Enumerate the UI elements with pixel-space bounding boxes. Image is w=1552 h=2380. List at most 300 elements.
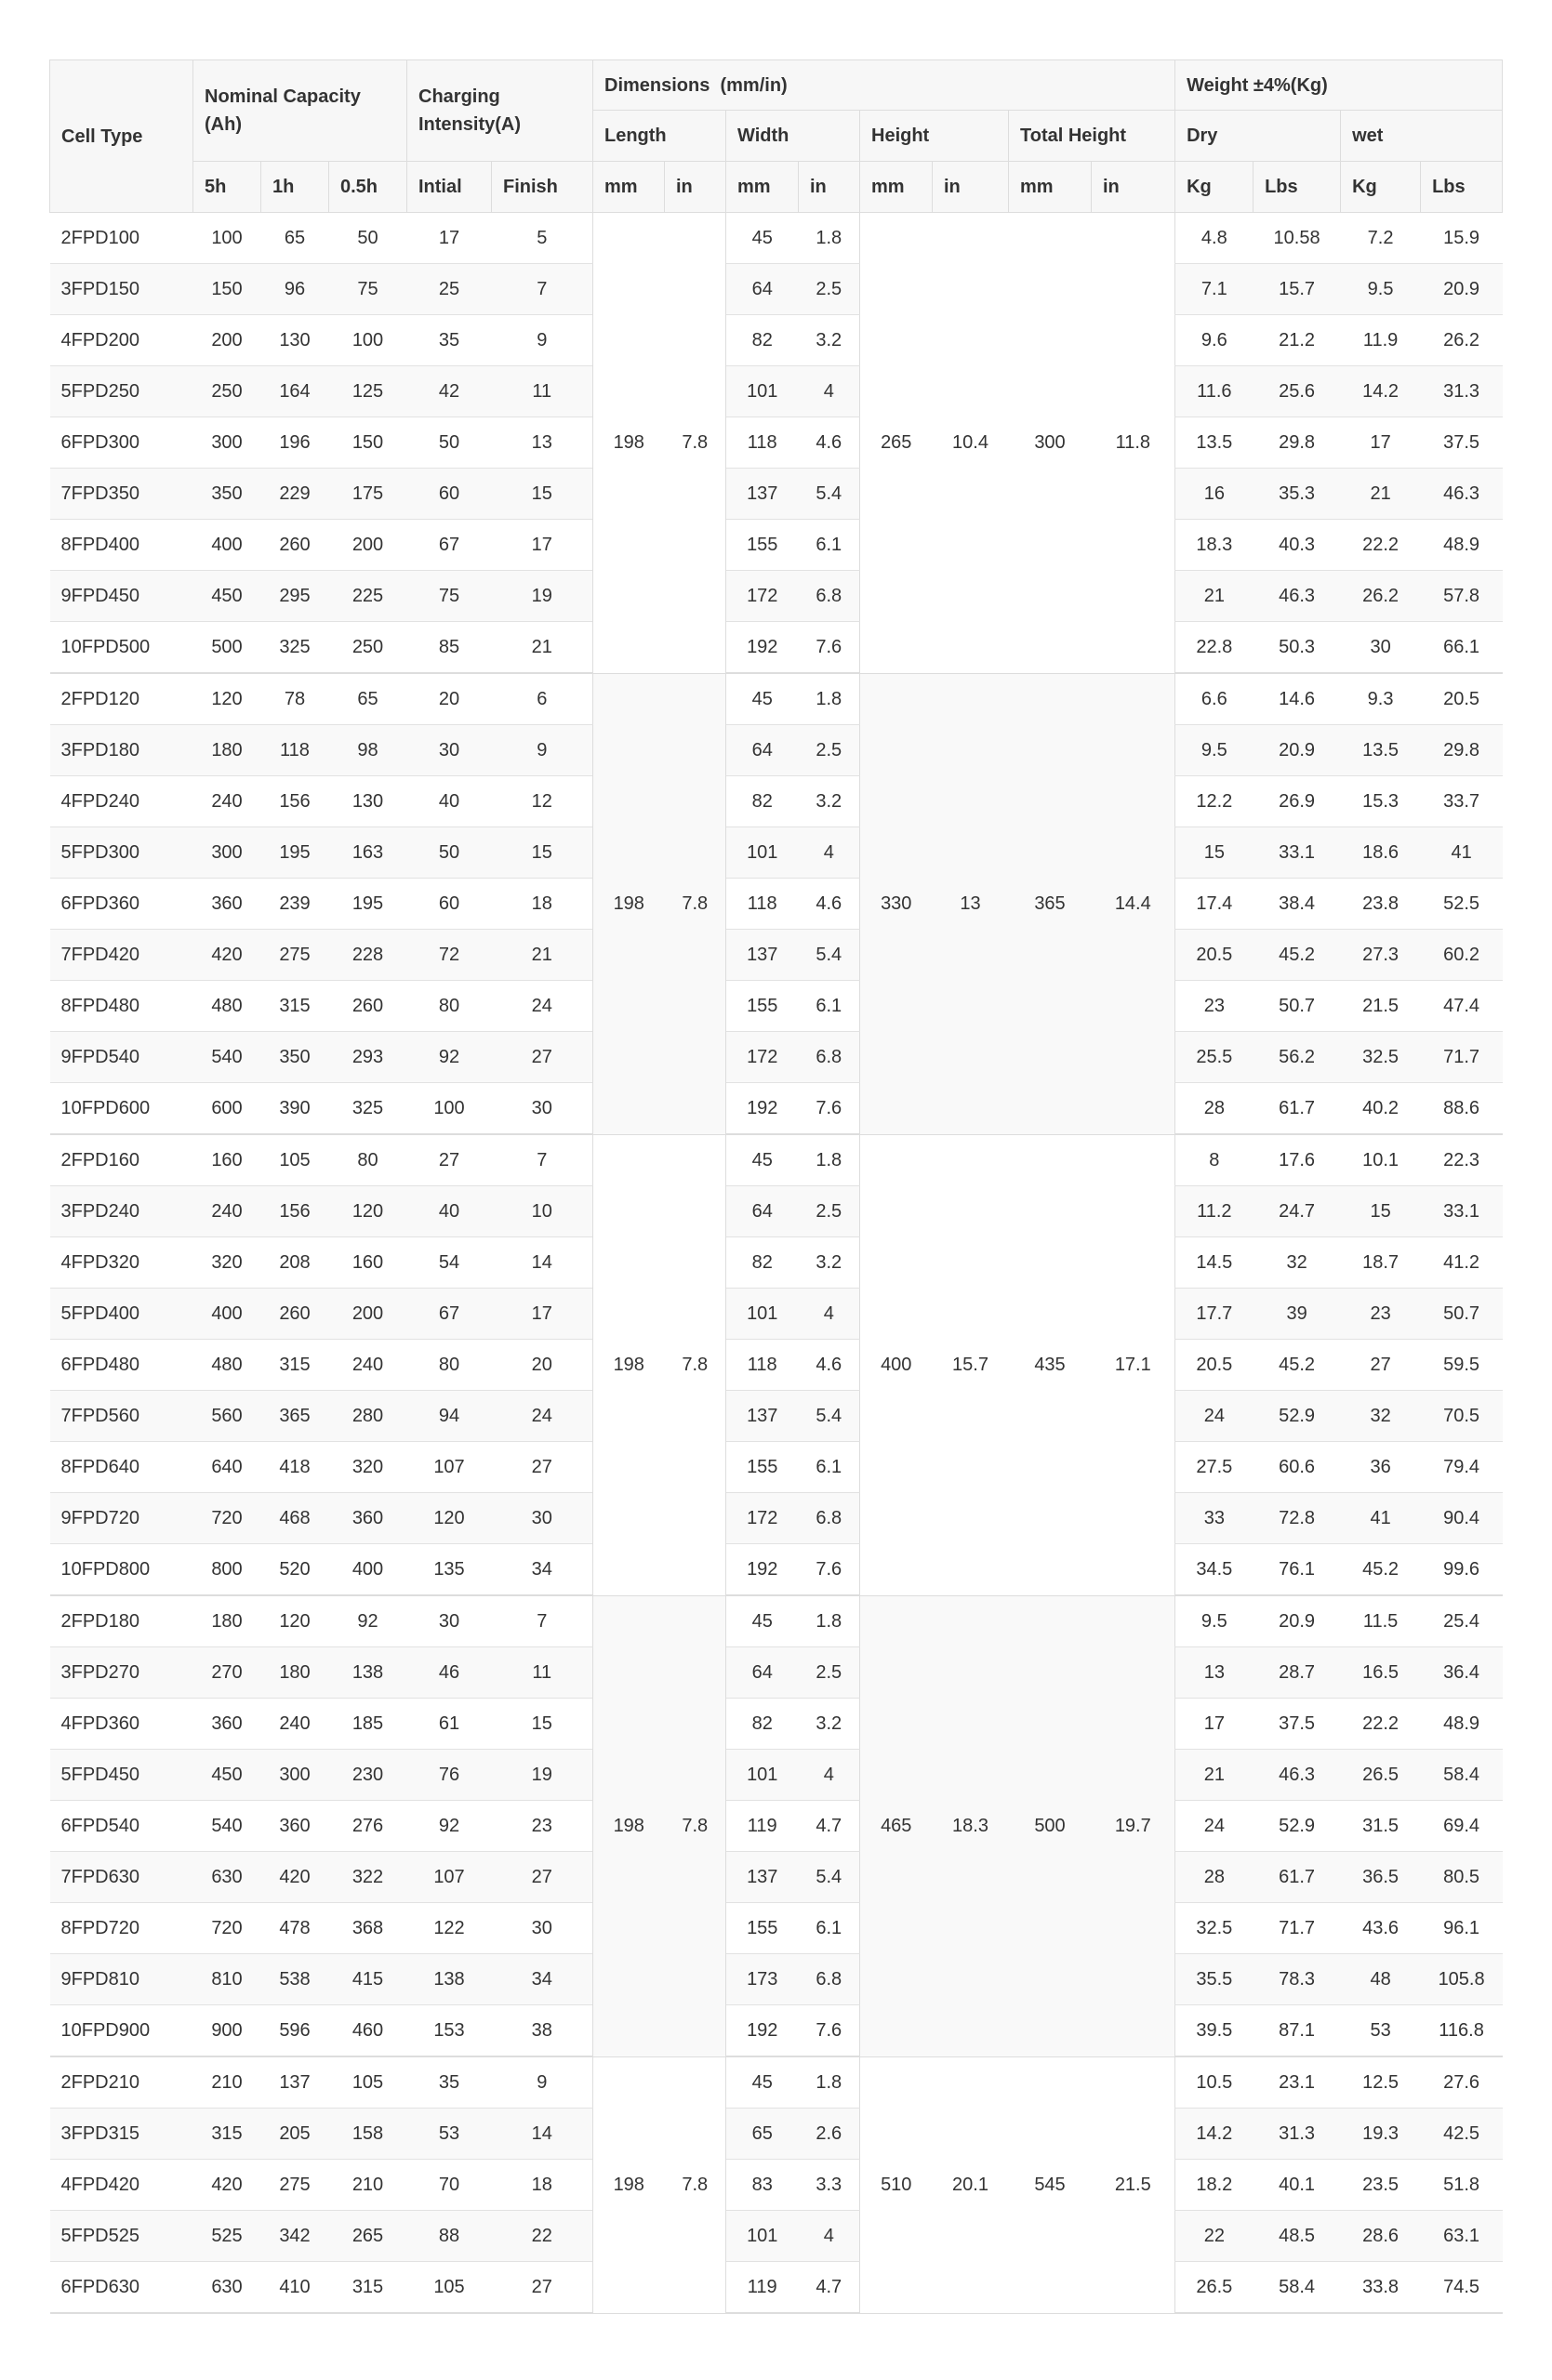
wet-lbs: 69.4 [1421, 1801, 1503, 1852]
table-row [50, 571, 1503, 622]
cap-1h: 120 [261, 1595, 329, 1647]
wet-kg: 16.5 [1341, 1647, 1421, 1699]
charge-finish: 9 [492, 725, 593, 776]
charge-finish: 22 [492, 2211, 593, 2262]
cap-1h: 137 [261, 2056, 329, 2109]
width-mm: 172 [726, 571, 799, 622]
dry-kg: 14.5 [1175, 1237, 1254, 1289]
spec-table-container [49, 60, 1502, 2314]
wet-lbs: 42.5 [1421, 2109, 1503, 2160]
header-cap-5h: 5h [193, 162, 261, 213]
dry-lbs: 20.9 [1254, 725, 1341, 776]
dry-lbs: 40.1 [1254, 2160, 1341, 2211]
total-height-in: 19.7 [1092, 1595, 1175, 2056]
charge-finish: 38 [492, 2005, 593, 2057]
dry-kg: 15 [1175, 827, 1254, 879]
wet-kg: 15.3 [1341, 776, 1421, 827]
height-in: 15.7 [933, 1134, 1009, 1595]
table-row [50, 264, 1503, 315]
charge-finish: 15 [492, 1699, 593, 1750]
width-in: 5.4 [799, 469, 860, 520]
wet-kg: 9.5 [1341, 264, 1421, 315]
cap-5h: 350 [193, 469, 261, 520]
cap-1h: 105 [261, 1134, 329, 1186]
dry-kg: 18.2 [1175, 2160, 1254, 2211]
cap-05h: 322 [329, 1852, 407, 1903]
wet-kg: 7.2 [1341, 213, 1421, 264]
charge-finish: 20 [492, 1340, 593, 1391]
cell-type: 8FPD640 [50, 1442, 193, 1493]
wet-kg: 18.7 [1341, 1237, 1421, 1289]
wet-lbs: 20.9 [1421, 264, 1503, 315]
table-row [50, 1750, 1503, 1801]
width-in: 4.7 [799, 2262, 860, 2314]
width-in: 4 [799, 1750, 860, 1801]
charge-initial: 120 [407, 1493, 492, 1544]
table-row [50, 1699, 1503, 1750]
header-height: Height [860, 111, 1009, 162]
charge-initial: 107 [407, 1442, 492, 1493]
cap-5h: 210 [193, 2056, 261, 2109]
table-row [50, 315, 1503, 366]
cap-05h: 200 [329, 520, 407, 571]
cap-1h: 390 [261, 1083, 329, 1135]
cap-05h: 105 [329, 2056, 407, 2109]
charge-initial: 60 [407, 469, 492, 520]
dry-kg: 21 [1175, 1750, 1254, 1801]
wet-kg: 19.3 [1341, 2109, 1421, 2160]
cap-5h: 240 [193, 1186, 261, 1237]
dry-lbs: 10.58 [1254, 213, 1341, 264]
charge-initial: 72 [407, 930, 492, 981]
table-row [50, 2262, 1503, 2314]
cap-1h: 315 [261, 981, 329, 1032]
wet-kg: 23 [1341, 1289, 1421, 1340]
width-in: 3.2 [799, 1699, 860, 1750]
width-in: 3.2 [799, 776, 860, 827]
cell-type: 5FPD400 [50, 1289, 193, 1340]
charge-initial: 50 [407, 827, 492, 879]
wet-lbs: 58.4 [1421, 1750, 1503, 1801]
charge-finish: 34 [492, 1954, 593, 2005]
cap-05h: 120 [329, 1186, 407, 1237]
cap-5h: 480 [193, 1340, 261, 1391]
dry-kg: 18.3 [1175, 520, 1254, 571]
charge-initial: 27 [407, 1134, 492, 1186]
width-mm: 101 [726, 1750, 799, 1801]
cap-5h: 120 [193, 673, 261, 725]
width-mm: 155 [726, 1903, 799, 1954]
cap-1h: 538 [261, 1954, 329, 2005]
dry-kg: 34.5 [1175, 1544, 1254, 1596]
charge-initial: 105 [407, 2262, 492, 2314]
charge-initial: 61 [407, 1699, 492, 1750]
cap-05h: 75 [329, 264, 407, 315]
table-row [50, 622, 1503, 674]
charge-initial: 122 [407, 1903, 492, 1954]
table-row [50, 2211, 1503, 2262]
dry-lbs: 72.8 [1254, 1493, 1341, 1544]
width-mm: 64 [726, 1647, 799, 1699]
cap-05h: 360 [329, 1493, 407, 1544]
charge-finish: 14 [492, 2109, 593, 2160]
cap-5h: 180 [193, 725, 261, 776]
cap-1h: 156 [261, 776, 329, 827]
header-total-mm: mm [1009, 162, 1092, 213]
battery-spec-table [49, 60, 1503, 2314]
dry-lbs: 37.5 [1254, 1699, 1341, 1750]
width-in: 4 [799, 366, 860, 417]
width-mm: 101 [726, 1289, 799, 1340]
wet-lbs: 33.7 [1421, 776, 1503, 827]
row-group [50, 2056, 1503, 2313]
cap-05h: 138 [329, 1647, 407, 1699]
cell-type: 9FPD810 [50, 1954, 193, 2005]
width-in: 5.4 [799, 1391, 860, 1442]
wet-kg: 48 [1341, 1954, 1421, 2005]
wet-kg: 11.5 [1341, 1595, 1421, 1647]
width-in: 7.6 [799, 1083, 860, 1135]
wet-kg: 36 [1341, 1442, 1421, 1493]
cap-5h: 810 [193, 1954, 261, 2005]
cap-5h: 250 [193, 366, 261, 417]
table-row [50, 1852, 1503, 1903]
cap-5h: 420 [193, 2160, 261, 2211]
dry-lbs: 25.6 [1254, 366, 1341, 417]
width-in: 3.2 [799, 1237, 860, 1289]
charge-finish: 34 [492, 1544, 593, 1596]
cap-05h: 225 [329, 571, 407, 622]
width-in: 6.1 [799, 981, 860, 1032]
total-height-mm: 300 [1009, 213, 1092, 674]
wet-lbs: 36.4 [1421, 1647, 1503, 1699]
cap-5h: 720 [193, 1493, 261, 1544]
header-length: Length [593, 111, 726, 162]
wet-kg: 45.2 [1341, 1544, 1421, 1596]
dry-kg: 9.6 [1175, 315, 1254, 366]
wet-lbs: 79.4 [1421, 1442, 1503, 1493]
charge-initial: 60 [407, 879, 492, 930]
dry-lbs: 56.2 [1254, 1032, 1341, 1083]
header-width-mm: mm [726, 162, 799, 213]
width-mm: 137 [726, 930, 799, 981]
wet-kg: 26.5 [1341, 1750, 1421, 1801]
table-row [50, 1289, 1503, 1340]
width-in: 7.6 [799, 2005, 860, 2057]
row-group [50, 213, 1503, 674]
dry-kg: 8 [1175, 1134, 1254, 1186]
cap-05h: 125 [329, 366, 407, 417]
dry-lbs: 40.3 [1254, 520, 1341, 571]
dry-kg: 26.5 [1175, 2262, 1254, 2314]
width-mm: 118 [726, 417, 799, 469]
wet-kg: 10.1 [1341, 1134, 1421, 1186]
dry-lbs: 58.4 [1254, 2262, 1341, 2314]
charge-finish: 7 [492, 1134, 593, 1186]
cap-5h: 560 [193, 1391, 261, 1442]
dry-lbs: 15.7 [1254, 264, 1341, 315]
charge-initial: 30 [407, 1595, 492, 1647]
cap-05h: 163 [329, 827, 407, 879]
length-in: 7.8 [665, 213, 726, 674]
cap-5h: 100 [193, 213, 261, 264]
cell-type: 8FPD480 [50, 981, 193, 1032]
width-mm: 101 [726, 2211, 799, 2262]
table-row [50, 417, 1503, 469]
dry-lbs: 33.1 [1254, 827, 1341, 879]
cap-05h: 368 [329, 1903, 407, 1954]
cell-type: 5FPD250 [50, 366, 193, 417]
header-wet-lbs: Lbs [1421, 162, 1503, 213]
width-in: 6.8 [799, 571, 860, 622]
wet-lbs: 46.3 [1421, 469, 1503, 520]
wet-kg: 17 [1341, 417, 1421, 469]
dry-lbs: 23.1 [1254, 2056, 1341, 2109]
row-group [50, 1134, 1503, 1595]
cell-type: 10FPD600 [50, 1083, 193, 1135]
dry-lbs: 32 [1254, 1237, 1341, 1289]
cell-type: 5FPD300 [50, 827, 193, 879]
cap-1h: 96 [261, 264, 329, 315]
charge-initial: 42 [407, 366, 492, 417]
charge-initial: 53 [407, 2109, 492, 2160]
table-row [50, 1493, 1503, 1544]
cap-1h: 260 [261, 1289, 329, 1340]
table-row [50, 2160, 1503, 2211]
wet-lbs: 90.4 [1421, 1493, 1503, 1544]
total-height-in: 14.4 [1092, 673, 1175, 1134]
cell-type: 10FPD900 [50, 2005, 193, 2057]
cap-1h: 208 [261, 1237, 329, 1289]
charge-initial: 40 [407, 1186, 492, 1237]
width-mm: 64 [726, 1186, 799, 1237]
table-row [50, 2109, 1503, 2160]
dry-lbs: 60.6 [1254, 1442, 1341, 1493]
dry-kg: 17.7 [1175, 1289, 1254, 1340]
dry-lbs: 31.3 [1254, 2109, 1341, 2160]
wet-kg: 33.8 [1341, 2262, 1421, 2314]
cap-05h: 293 [329, 1032, 407, 1083]
wet-kg: 21.5 [1341, 981, 1421, 1032]
cell-type: 7FPD560 [50, 1391, 193, 1442]
dry-lbs: 61.7 [1254, 1852, 1341, 1903]
dry-kg: 28 [1175, 1083, 1254, 1135]
cap-1h: 365 [261, 1391, 329, 1442]
dry-lbs: 87.1 [1254, 2005, 1341, 2057]
cell-type: 3FPD150 [50, 264, 193, 315]
dry-lbs: 35.3 [1254, 469, 1341, 520]
header-initial: Intial [407, 162, 492, 213]
cap-5h: 300 [193, 417, 261, 469]
wet-kg: 31.5 [1341, 1801, 1421, 1852]
dry-lbs: 14.6 [1254, 673, 1341, 725]
cap-05h: 92 [329, 1595, 407, 1647]
width-in: 1.8 [799, 673, 860, 725]
table-row [50, 2056, 1503, 2109]
width-in: 2.6 [799, 2109, 860, 2160]
charge-finish: 21 [492, 930, 593, 981]
charge-finish: 5 [492, 213, 593, 264]
dry-lbs: 50.3 [1254, 622, 1341, 674]
width-in: 3.2 [799, 315, 860, 366]
wet-lbs: 80.5 [1421, 1852, 1503, 1903]
wet-lbs: 63.1 [1421, 2211, 1503, 2262]
wet-kg: 30 [1341, 622, 1421, 674]
wet-lbs: 48.9 [1421, 1699, 1503, 1750]
cap-05h: 280 [329, 1391, 407, 1442]
table-row [50, 1186, 1503, 1237]
cell-type: 6FPD480 [50, 1340, 193, 1391]
header-dry: Dry [1175, 111, 1341, 162]
cap-1h: 275 [261, 2160, 329, 2211]
cap-1h: 596 [261, 2005, 329, 2057]
table-row [50, 1903, 1503, 1954]
wet-lbs: 51.8 [1421, 2160, 1503, 2211]
dry-lbs: 38.4 [1254, 879, 1341, 930]
cap-1h: 156 [261, 1186, 329, 1237]
cell-type: 9FPD450 [50, 571, 193, 622]
charge-finish: 14 [492, 1237, 593, 1289]
dry-lbs: 52.9 [1254, 1801, 1341, 1852]
charge-finish: 18 [492, 2160, 593, 2211]
wet-lbs: 88.6 [1421, 1083, 1503, 1135]
cap-05h: 185 [329, 1699, 407, 1750]
width-in: 6.8 [799, 1032, 860, 1083]
cell-type: 3FPD240 [50, 1186, 193, 1237]
cap-5h: 600 [193, 1083, 261, 1135]
cap-05h: 265 [329, 2211, 407, 2262]
charge-initial: 35 [407, 2056, 492, 2109]
wet-lbs: 27.6 [1421, 2056, 1503, 2109]
wet-kg: 43.6 [1341, 1903, 1421, 1954]
width-mm: 137 [726, 1391, 799, 1442]
cell-type: 2FPD100 [50, 213, 193, 264]
width-mm: 192 [726, 2005, 799, 2057]
wet-lbs: 22.3 [1421, 1134, 1503, 1186]
wet-lbs: 70.5 [1421, 1391, 1503, 1442]
wet-kg: 27 [1341, 1340, 1421, 1391]
width-in: 1.8 [799, 1595, 860, 1647]
cap-1h: 300 [261, 1750, 329, 1801]
wet-kg: 41 [1341, 1493, 1421, 1544]
wet-lbs: 48.9 [1421, 520, 1503, 571]
header-total-in: in [1092, 162, 1175, 213]
total-height-mm: 435 [1009, 1134, 1092, 1595]
width-mm: 192 [726, 622, 799, 674]
cap-1h: 180 [261, 1647, 329, 1699]
charge-initial: 153 [407, 2005, 492, 2057]
cap-5h: 900 [193, 2005, 261, 2057]
charge-initial: 40 [407, 776, 492, 827]
cap-5h: 480 [193, 981, 261, 1032]
table-row [50, 1032, 1503, 1083]
charge-initial: 107 [407, 1852, 492, 1903]
charge-initial: 35 [407, 315, 492, 366]
charge-initial: 20 [407, 673, 492, 725]
width-mm: 101 [726, 827, 799, 879]
width-mm: 64 [726, 725, 799, 776]
charge-finish: 27 [492, 1442, 593, 1493]
table-header [50, 60, 1503, 213]
wet-lbs: 37.5 [1421, 417, 1503, 469]
wet-kg: 11.9 [1341, 315, 1421, 366]
cap-05h: 175 [329, 469, 407, 520]
wet-kg: 21 [1341, 469, 1421, 520]
width-mm: 155 [726, 1442, 799, 1493]
dry-kg: 9.5 [1175, 725, 1254, 776]
charge-initial: 67 [407, 1289, 492, 1340]
cap-5h: 800 [193, 1544, 261, 1596]
dry-kg: 33 [1175, 1493, 1254, 1544]
charge-initial: 54 [407, 1237, 492, 1289]
header-finish: Finish [492, 162, 593, 213]
width-mm: 172 [726, 1032, 799, 1083]
cell-type: 4FPD200 [50, 315, 193, 366]
width-in: 4 [799, 2211, 860, 2262]
cap-5h: 525 [193, 2211, 261, 2262]
header-weight: Weight ±4%(Kg) [1175, 60, 1503, 111]
total-height-mm: 500 [1009, 1595, 1092, 2056]
cap-5h: 360 [193, 879, 261, 930]
width-in: 2.5 [799, 264, 860, 315]
dry-lbs: 45.2 [1254, 930, 1341, 981]
charge-initial: 80 [407, 981, 492, 1032]
row-group [50, 1595, 1503, 2056]
length-mm: 198 [593, 1134, 665, 1595]
dry-kg: 13.5 [1175, 417, 1254, 469]
width-mm: 118 [726, 879, 799, 930]
charge-initial: 46 [407, 1647, 492, 1699]
total-height-mm: 365 [1009, 673, 1092, 1134]
length-mm: 198 [593, 1595, 665, 2056]
width-in: 2.5 [799, 725, 860, 776]
wet-lbs: 105.8 [1421, 1954, 1503, 2005]
cap-1h: 65 [261, 213, 329, 264]
cap-05h: 100 [329, 315, 407, 366]
cap-1h: 275 [261, 930, 329, 981]
charge-finish: 23 [492, 1801, 593, 1852]
width-in: 7.6 [799, 1544, 860, 1596]
header-wet-kg: Kg [1341, 162, 1421, 213]
charge-initial: 85 [407, 622, 492, 674]
charge-initial: 70 [407, 2160, 492, 2211]
table-row [50, 673, 1503, 725]
cap-05h: 400 [329, 1544, 407, 1596]
wet-lbs: 41.2 [1421, 1237, 1503, 1289]
table-row [50, 1134, 1503, 1186]
charge-finish: 10 [492, 1186, 593, 1237]
dry-lbs: 21.2 [1254, 315, 1341, 366]
cap-05h: 230 [329, 1750, 407, 1801]
header-dry-lbs: Lbs [1254, 162, 1341, 213]
header-cap-1h: 1h [261, 162, 329, 213]
table-row [50, 776, 1503, 827]
cell-type: 10FPD800 [50, 1544, 193, 1596]
width-in: 6.8 [799, 1493, 860, 1544]
wet-kg: 14.2 [1341, 366, 1421, 417]
dry-lbs: 20.9 [1254, 1595, 1341, 1647]
width-mm: 119 [726, 2262, 799, 2314]
wet-lbs: 29.8 [1421, 725, 1503, 776]
wet-kg: 18.6 [1341, 827, 1421, 879]
charge-finish: 15 [492, 469, 593, 520]
cell-type: 4FPD420 [50, 2160, 193, 2211]
total-height-in: 17.1 [1092, 1134, 1175, 1595]
cap-05h: 200 [329, 1289, 407, 1340]
cap-05h: 250 [329, 622, 407, 674]
charge-finish: 12 [492, 776, 593, 827]
cap-1h: 418 [261, 1442, 329, 1493]
